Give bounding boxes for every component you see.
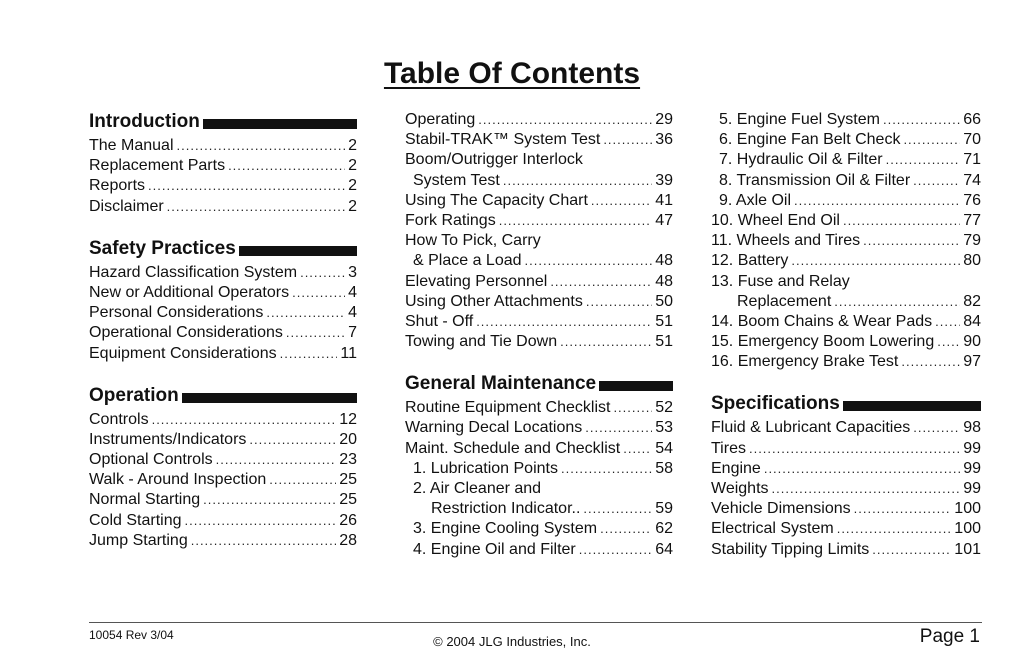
entry-label: 5. Engine Fuel System: [719, 111, 880, 128]
toc-entry: [89, 197, 357, 217]
dot-leader: [883, 110, 960, 130]
toc-entry: [405, 130, 673, 150]
entry-label: 4. Engine Oil and Filter: [413, 540, 576, 558]
entry-page: 99: [963, 439, 981, 457]
dot-leader: [837, 519, 952, 539]
toc-entry: [89, 323, 357, 343]
toc-entry: [89, 531, 357, 551]
entry-page: 74: [963, 171, 981, 189]
entry-label: Restriction Indicator..: [431, 500, 581, 518]
entry-page: 51: [655, 312, 673, 330]
toc-entry-line: 2. Air Cleaner and: [413, 480, 542, 497]
section-title: Introduction: [89, 111, 200, 132]
toc-entry: [89, 344, 357, 364]
toc-entry: [711, 231, 981, 251]
heading-bar: [239, 246, 357, 256]
entry-label: Normal Starting: [89, 491, 201, 509]
entry-page: 2: [348, 177, 357, 195]
toc-entry: [405, 439, 673, 459]
section-specifications: [711, 392, 981, 559]
entry-page: 97: [963, 353, 981, 371]
entry-page: 99: [963, 480, 981, 497]
toc-entry: [405, 312, 673, 332]
entry-page: 52: [655, 399, 673, 417]
section-heading: [711, 392, 981, 416]
entry-page: 76: [963, 191, 981, 209]
entry-label: 8. Transmission Oil & Filter: [719, 171, 911, 189]
toc-entry: [711, 110, 981, 130]
dot-leader: [764, 459, 960, 479]
dot-leader: [185, 511, 337, 531]
entry-label: 16. Emergency Brake Test: [711, 353, 899, 371]
toc-entry: [89, 430, 357, 450]
entry-page: 59: [655, 500, 673, 518]
entry-page: 71: [963, 151, 981, 169]
entry-page: 79: [963, 232, 981, 250]
toc-entry: [405, 251, 673, 271]
dot-leader: [863, 231, 960, 251]
toc-column-1: [89, 110, 357, 571]
entry-label: 12. Battery: [711, 252, 789, 270]
toc-entry: [89, 511, 357, 531]
entry-list: [711, 418, 981, 559]
entry-list: [89, 410, 357, 551]
entry-page: 54: [655, 439, 673, 457]
entry-page: 70: [963, 131, 981, 149]
toc-entry: [711, 459, 981, 479]
dot-leader: [935, 312, 960, 332]
entry-page: 66: [963, 111, 981, 128]
entry-page: 64: [655, 540, 673, 558]
toc-entry-line: 13. Fuse and Relay: [711, 272, 850, 290]
toc-entry: [405, 332, 673, 352]
dot-leader: [794, 191, 960, 211]
entry-label: Replacement Parts: [89, 157, 226, 175]
toc-entry: [405, 171, 673, 191]
entry-page: 101: [954, 540, 981, 558]
dot-leader: [903, 130, 960, 150]
entry-label: Fork Ratings: [405, 211, 496, 229]
page-title: Table Of Contents: [383, 57, 641, 90]
entry-page: 99: [963, 459, 981, 477]
toc-entry: [711, 191, 981, 211]
dot-leader: [476, 312, 652, 332]
section-heading: [89, 237, 357, 261]
entry-label: Operating: [405, 111, 476, 128]
entry-page: 36: [655, 131, 673, 149]
dot-leader: [913, 418, 960, 438]
entry-label: 15. Emergency Boom Lowering: [711, 333, 935, 351]
entry-page: 82: [963, 292, 981, 310]
heading-bar: [599, 381, 673, 391]
section-heading: [89, 110, 357, 134]
entry-label: Routine Equipment Checklist: [405, 399, 611, 417]
section-general-maintenance: [405, 372, 673, 560]
entry-label: New or Additional Operators: [89, 283, 290, 301]
entry-page: 26: [339, 511, 357, 529]
entry-label: Personal Considerations: [89, 304, 264, 322]
entry-label: Cold Starting: [89, 511, 182, 529]
entry-list: [405, 110, 673, 352]
toc-entry: [711, 479, 981, 499]
toc-entry: [89, 490, 357, 510]
dot-leader: [613, 398, 652, 418]
page-number: Page 1: [919, 626, 980, 647]
toc-entry: [711, 332, 981, 352]
toc-entry: [405, 418, 673, 438]
dot-leader: [300, 263, 345, 283]
dot-leader: [152, 410, 337, 430]
entry-page: 90: [963, 333, 981, 351]
entry-page: 2: [348, 137, 357, 154]
toc-entry: [711, 439, 981, 459]
entry-label: 7. Hydraulic Oil & Filter: [719, 151, 883, 169]
entry-page: 20: [339, 430, 357, 448]
dot-leader: [749, 439, 960, 459]
toc-entry: [89, 450, 357, 470]
dot-leader: [148, 176, 345, 196]
dot-leader: [292, 283, 345, 303]
entry-label: Towing and Tie Down: [405, 333, 558, 351]
entry-label: Replacement: [737, 292, 832, 310]
section-title: Safety Practices: [89, 237, 236, 259]
toc-entry: [405, 110, 673, 130]
dot-leader: [167, 197, 345, 217]
toc-entry: [89, 470, 357, 490]
heading-bar: [182, 393, 357, 403]
dot-leader: [583, 499, 652, 519]
entry-label: System Test: [413, 171, 500, 189]
dot-leader: [772, 479, 961, 499]
toc-entry: [405, 459, 673, 479]
entry-page: 41: [655, 191, 673, 209]
entry-label: Hazard Classification System: [89, 263, 298, 281]
dot-leader: [886, 150, 961, 170]
section-title: General Maintenance: [405, 373, 597, 395]
toc-entry-line: How To Pick, Carry: [405, 232, 541, 250]
entry-page: 7: [348, 324, 357, 342]
entry-page: 4: [348, 283, 357, 301]
entry-label: Using The Capacity Chart: [405, 191, 588, 209]
toc-entry: [405, 519, 673, 539]
entry-page: 77: [963, 211, 981, 229]
entry-page: 23: [339, 451, 357, 469]
toc-entry: [89, 156, 357, 176]
toc-entry: [711, 130, 981, 150]
toc-entry: [405, 272, 673, 292]
entry-page: 39: [655, 171, 673, 189]
dot-leader: [834, 292, 960, 312]
dot-leader: [561, 459, 652, 479]
entry-page: 11: [340, 344, 357, 362]
entry-list: [89, 136, 357, 217]
toc-entry: [711, 519, 981, 539]
entry-page: 28: [339, 531, 357, 549]
doc-number: 10054 Rev 3/04: [89, 628, 174, 642]
dot-leader: [603, 130, 652, 150]
toc-entry: [405, 292, 673, 312]
toc-column-2: [405, 110, 673, 580]
entry-page: 12: [339, 410, 357, 428]
toc-entry: [711, 499, 981, 519]
entry-label: Optional Controls: [89, 451, 213, 469]
entry-label: Elevating Personnel: [405, 272, 548, 290]
entry-label: Warning Decal Locations: [405, 419, 583, 437]
entry-page: 25: [339, 471, 357, 489]
dot-leader: [560, 332, 652, 352]
entry-label: 1. Lubrication Points: [413, 459, 558, 477]
dot-leader: [266, 303, 345, 323]
entry-label: 9. Axle Oil: [719, 191, 792, 209]
entry-page: 100: [954, 500, 981, 518]
entry-list: [89, 263, 357, 364]
entry-label: The Manual: [89, 137, 174, 154]
entry-page: 48: [655, 272, 673, 290]
entry-page: 58: [655, 459, 673, 477]
dot-leader: [191, 531, 336, 551]
copyright: © 2004 JLG Industries, Inc.: [433, 634, 591, 649]
dot-leader: [937, 332, 960, 352]
toc-entry: [711, 540, 981, 560]
entry-page: 2: [348, 197, 357, 215]
entry-page: 51: [655, 333, 673, 351]
dot-leader: [286, 323, 345, 343]
entry-page: 47: [655, 211, 673, 229]
dot-leader: [901, 352, 960, 372]
dot-leader: [503, 171, 652, 191]
entry-label: Operational Considerations: [89, 324, 283, 342]
toc-entry: [405, 191, 673, 211]
section-safety-practices: [89, 237, 357, 364]
entry-label: 10. Wheel End Oil: [711, 211, 840, 229]
section-heading: [405, 372, 673, 396]
toc-entry: [711, 292, 981, 312]
toc-entry: [89, 176, 357, 196]
dot-leader: [585, 418, 652, 438]
entry-label: Fluid & Lubricant Capacities: [711, 419, 911, 437]
entry-label: 6. Engine Fan Belt Check: [719, 131, 901, 149]
dot-leader: [525, 251, 653, 271]
dot-leader: [499, 211, 653, 231]
section-introduction: [89, 110, 357, 217]
entry-label: & Place a Load: [413, 252, 522, 270]
dot-leader: [269, 470, 336, 490]
entry-label: 14. Boom Chains & Wear Pads: [711, 312, 933, 330]
entry-page: 29: [655, 111, 673, 128]
toc-entry: [711, 352, 981, 372]
entry-page: 3: [348, 263, 357, 281]
dot-leader: [177, 136, 346, 156]
toc-entry: [405, 499, 673, 519]
toc-entry: [711, 171, 981, 191]
entry-page: 53: [655, 419, 673, 437]
toc-entry: [711, 312, 981, 332]
entry-page: 2: [348, 157, 357, 175]
entry-list: [711, 110, 981, 372]
dot-leader: [579, 540, 652, 560]
toc-entry: [89, 410, 357, 430]
entry-label: 11. Wheels and Tires: [711, 232, 861, 250]
toc-entry-line: Boom/Outrigger Interlock: [405, 151, 583, 169]
toc-entry: [711, 418, 981, 438]
entry-list: [405, 398, 673, 560]
toc-entry: [89, 136, 357, 156]
dot-leader: [203, 490, 336, 510]
toc-entry: [405, 540, 673, 560]
section-title: Operation: [89, 384, 179, 406]
entry-label: Weights: [711, 480, 769, 497]
entry-page: 50: [655, 292, 673, 310]
toc-column-3: [711, 110, 981, 580]
entry-label: Using Other Attachments: [405, 292, 583, 310]
section-operation-continued: [405, 110, 673, 352]
entry-label: Instruments/Indicators: [89, 430, 247, 448]
dot-leader: [843, 211, 960, 231]
dot-leader: [591, 191, 652, 211]
entry-label: Vehicle Dimensions: [711, 500, 851, 518]
toc-entry: [711, 251, 981, 271]
entry-label: Tires: [711, 439, 746, 457]
entry-label: Maint. Schedule and Checklist: [405, 439, 621, 457]
entry-label: Reports: [89, 177, 146, 195]
entry-label: Equipment Considerations: [89, 344, 277, 362]
entry-page: 4: [348, 304, 357, 322]
entry-label: Shut - Off: [405, 312, 474, 330]
toc-entry: [405, 211, 673, 231]
dot-leader: [216, 450, 337, 470]
toc-entry: [89, 283, 357, 303]
dot-leader: [249, 430, 336, 450]
dot-leader: [791, 251, 960, 271]
footer-rule: [89, 622, 982, 623]
dot-leader: [854, 499, 952, 519]
entry-label: Walk - Around Inspection: [89, 471, 267, 489]
entry-label: Engine: [711, 459, 761, 477]
dot-leader: [228, 156, 345, 176]
dot-leader: [872, 540, 951, 560]
toc-entry: [405, 398, 673, 418]
entry-label: Stabil-TRAK™ System Test: [405, 131, 601, 149]
dot-leader: [550, 272, 652, 292]
entry-label: Controls: [89, 410, 149, 428]
dot-leader: [280, 344, 338, 364]
entry-page: 48: [655, 252, 673, 270]
entry-page: 100: [954, 520, 981, 538]
section-heading: [89, 384, 357, 408]
toc-entry: [89, 263, 357, 283]
section-title: Specifications: [711, 393, 840, 415]
heading-bar: [203, 119, 357, 129]
entry-page: 25: [339, 491, 357, 509]
heading-bar: [843, 401, 981, 411]
entry-label: Stability Tipping Limits: [711, 540, 870, 558]
entry-label: Disclaimer: [89, 197, 164, 215]
entry-page: 84: [963, 312, 981, 330]
entry-label: Electrical System: [711, 520, 834, 538]
section-operation: [89, 384, 357, 551]
entry-page: 62: [655, 520, 673, 538]
dot-leader: [586, 292, 652, 312]
entry-label: Jump Starting: [89, 531, 188, 549]
entry-label: 3. Engine Cooling System: [413, 520, 598, 538]
toc-entry: [711, 211, 981, 231]
dot-leader: [913, 171, 960, 191]
dot-leader: [478, 110, 652, 130]
toc-entry: [89, 303, 357, 323]
entry-page: 80: [963, 252, 981, 270]
dot-leader: [623, 439, 652, 459]
entry-page: 98: [963, 419, 981, 437]
section-maintenance-continued: [711, 110, 981, 372]
dot-leader: [600, 519, 652, 539]
toc-entry: [711, 150, 981, 170]
